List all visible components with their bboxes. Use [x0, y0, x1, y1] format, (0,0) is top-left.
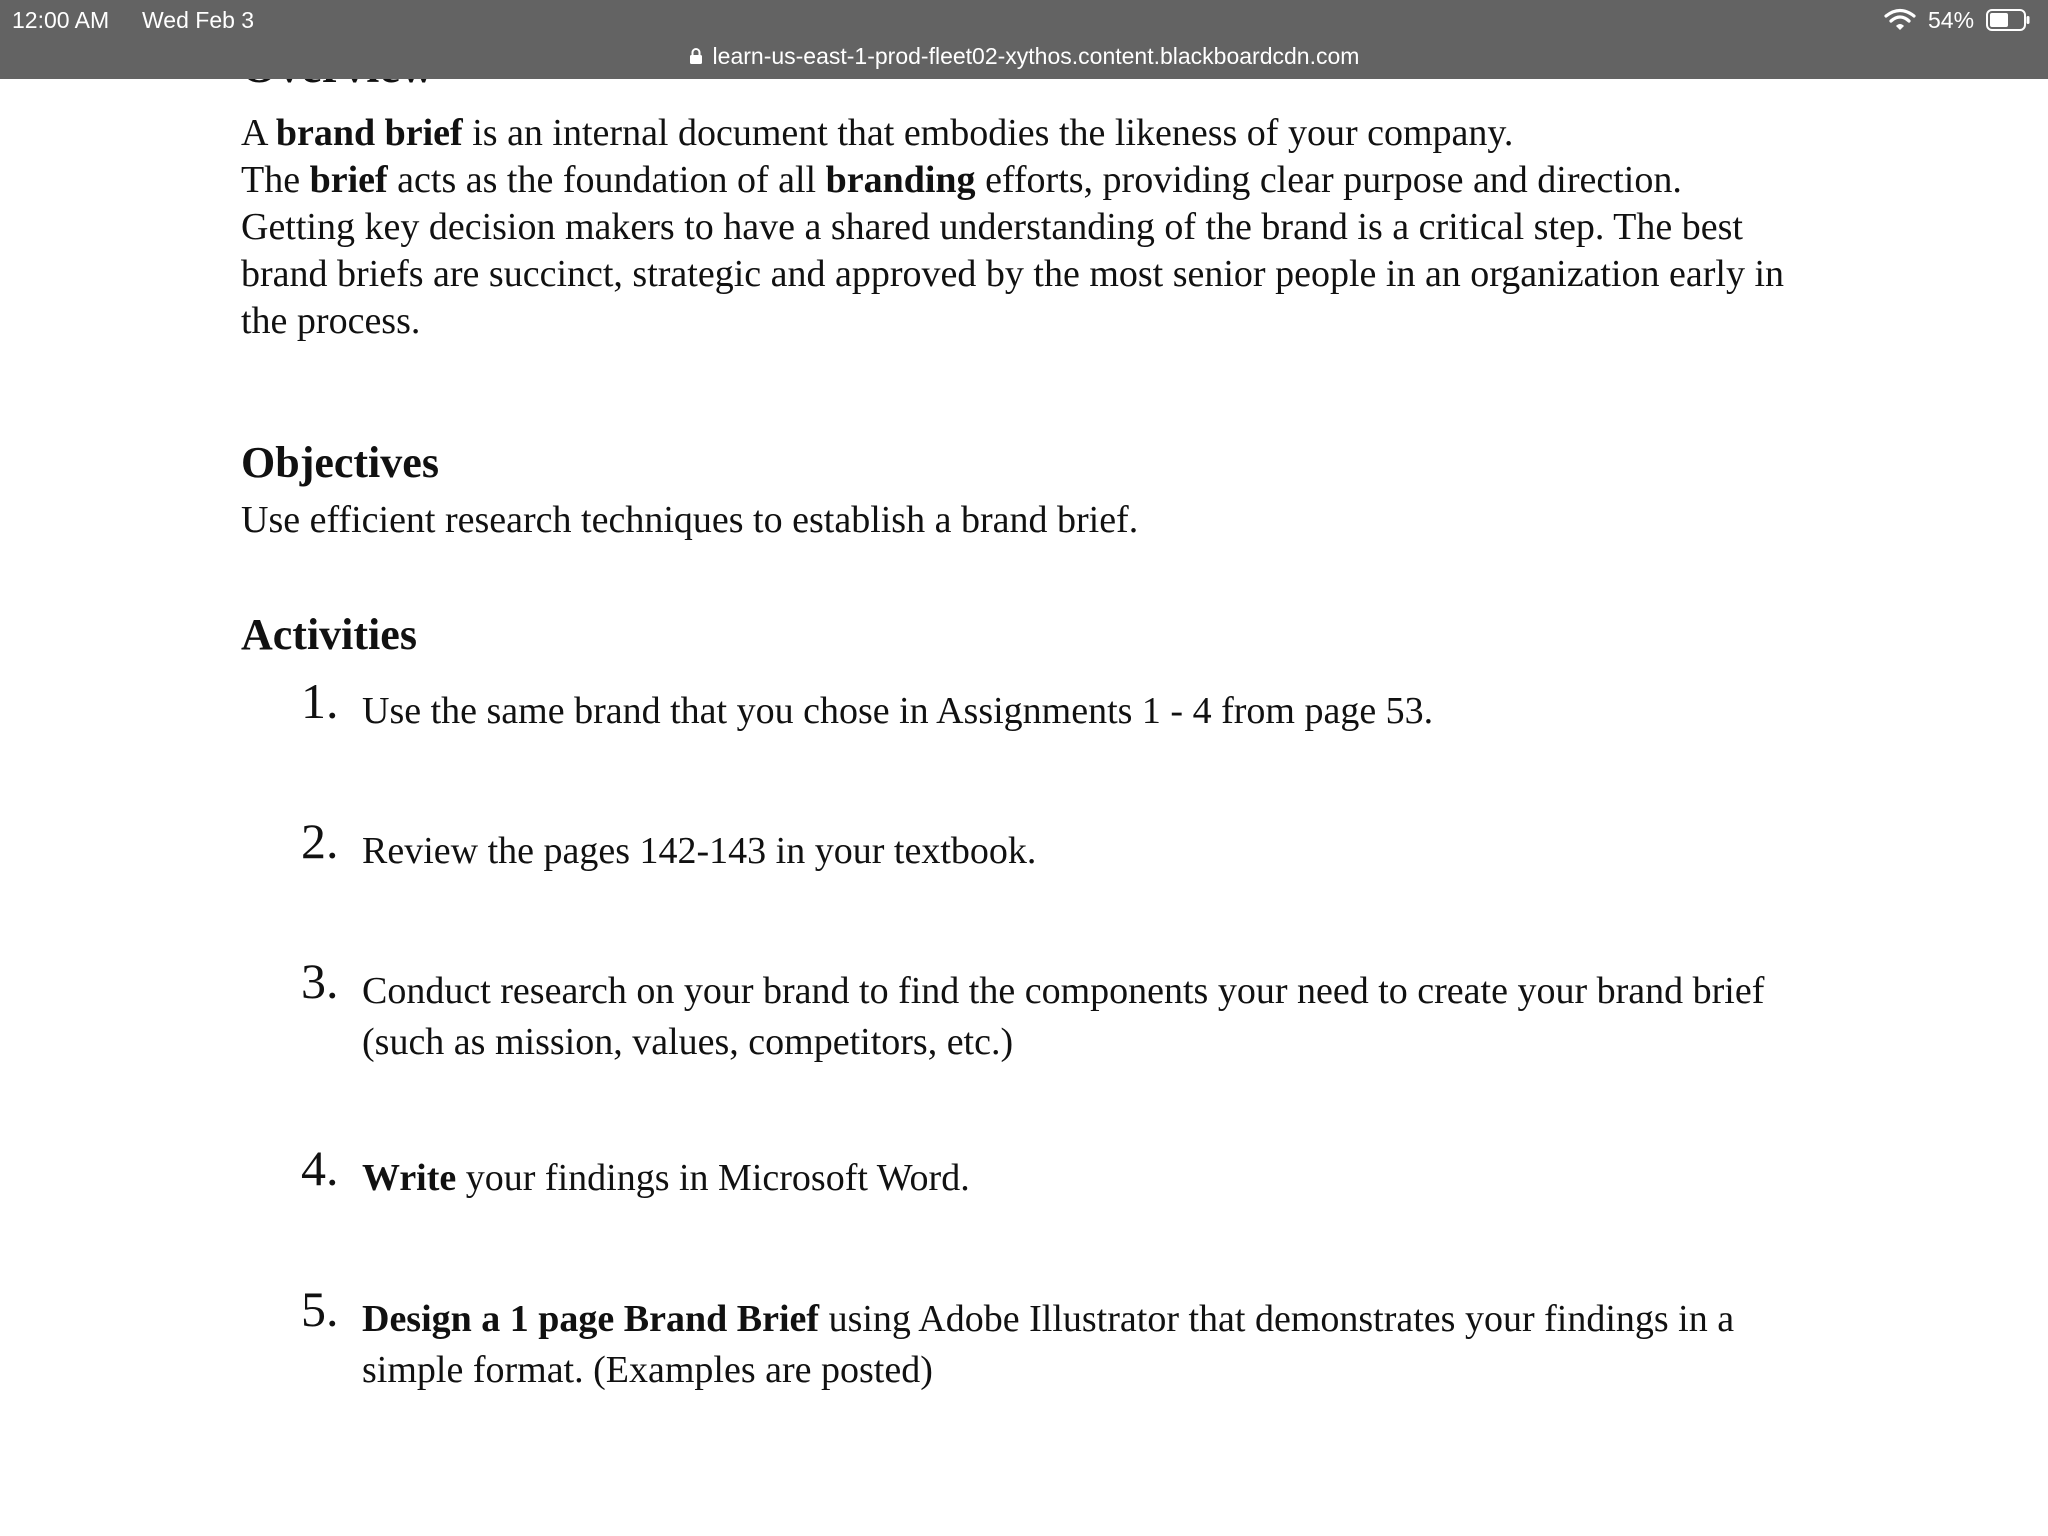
text-run: is an internal document that embodies the likeness of your company. [462, 112, 1514, 154]
objectives-text: Use efficient research techniques to establish a brand brief. [241, 499, 1139, 541]
status-time: 12:00 AM [12, 7, 110, 33]
overview-line [241, 157, 1801, 345]
objectives-heading: Objectives [241, 438, 439, 487]
activity-number: 4. [301, 1140, 339, 1196]
text-run: efforts, providing clear purpose and direction. Getting key decision makers to have a shared understanding of the brand is a critical step. The best brand briefs are succinct, strategic and approved by the most senior people in an organization early in the process. [241, 159, 1785, 342]
url-text: learn-us-east-1-prod-fleet02-xythos.content.blackboardcdn.com [712, 42, 1360, 69]
activity-text [362, 686, 1802, 737]
activity-text [362, 966, 1802, 1068]
text-run: your findings in Microsoft Word. [456, 1157, 970, 1199]
text-run: Conduct research on your brand to find the components your need to create your brand brief (such as mission, values, competitors, etc.) [362, 970, 1765, 1063]
activity-text [362, 1153, 1802, 1204]
activity-number: 3. [301, 953, 339, 1009]
bold-run: Write [362, 1157, 457, 1199]
text-run: acts as the foundation of all [387, 159, 826, 201]
text-run: Review the pages 142-143 in your textbook. [362, 830, 1037, 872]
overview-line [241, 110, 1801, 157]
activity-number: 2. [301, 813, 339, 869]
bold-run: Design a 1 page Brand Brief [362, 1298, 820, 1340]
activities-heading: Activities [241, 610, 417, 659]
battery-icon [1986, 9, 2030, 31]
wifi-icon [1884, 8, 1916, 32]
status-and-url-bar [0, 0, 2048, 79]
text-run: Use the same brand that you chose in Assignments 1 - 4 from page 53. [362, 690, 1434, 732]
activity-number: 1. [301, 673, 339, 729]
activity-text [362, 826, 1802, 877]
text-run: The [241, 159, 310, 201]
url-bar[interactable] [0, 39, 2048, 73]
text-run: using Adobe Illustrator that demonstrates your findings in a simple format. (Examples are posted) [362, 1298, 1735, 1391]
battery-percent: 54% [1928, 7, 1975, 33]
lock-icon [689, 47, 703, 65]
status-date: Wed Feb 3 [142, 7, 255, 33]
bold-run: branding [825, 159, 976, 201]
text-run: A [241, 112, 276, 154]
activity-number: 5. [301, 1281, 339, 1337]
bold-run: brief [309, 159, 388, 201]
bold-run: brand brief [275, 112, 463, 154]
overview-paragraph [241, 110, 1801, 345]
activity-text [362, 1294, 1802, 1396]
